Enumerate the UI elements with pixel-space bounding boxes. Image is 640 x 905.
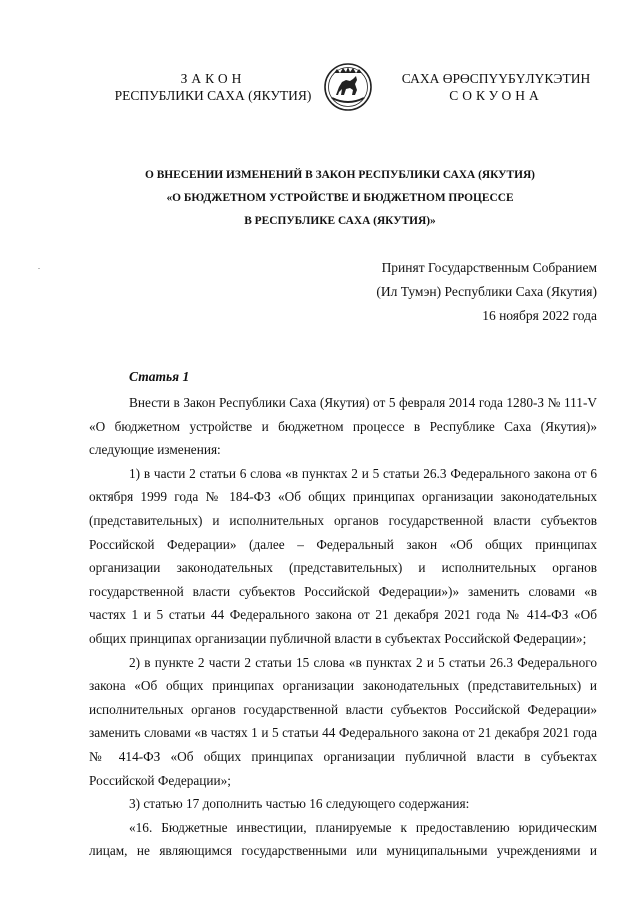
header-right	[396, 70, 596, 104]
coat-of-arms-icon	[322, 62, 374, 112]
paragraph-item-2: 2) в пункте 2 части 2 статьи 15 слова «в пунктах 2 и 5 статьи 26.3 Федерального закона «Об общих принципах организации законодательных (представительных) и исполнительных органов государственной власти субъектов Российской Федерации» заменить словами «в частях 1 и 5 статьи 44 Федерального закона от 21 декабря 2021 года № 414-ФЗ «Об общих принципах организации публичной власти в субъектах Российской Федерации»;	[89, 654, 597, 788]
header-left-line2: РЕСПУБЛИКИ САХА (ЯКУТИЯ)	[114, 88, 312, 103]
adopted-line-2: (Ил Тумэн) Республики Саха (Якутия)	[376, 284, 597, 299]
document-title	[60, 164, 620, 233]
header-right-line2: СОКУОНА	[449, 88, 543, 103]
title-line-2: «О БЮДЖЕТНОМ УСТРОЙСТВЕ И БЮДЖЕТНОМ ПРОЦЕССЕ	[166, 192, 514, 204]
header-right-line1: САХА ӨРӨСПҮҮБҮЛҮКЭТИН	[401, 71, 591, 86]
adoption-block	[340, 256, 597, 328]
scan-speck	[38, 268, 40, 269]
article-heading: Статья 1	[129, 369, 190, 384]
adopted-date: 16 ноября 2022 года	[482, 308, 597, 323]
paragraph-item-1: 1) в части 2 статьи 6 слова «в пунктах 2 и 5 статьи 26.3 Федерального закона от 6 октября 1999 года № 184-ФЗ «Об общих принципах организации законодательных (представительных) и исполнительных органов государственной власти субъектов Российской Федерации» (далее – Федеральный закон «Об общих принципах организации законодательных (представительных) и исполнительных органов государственной власти субъектов Российской Федерации»)» заменить словами «в частях 1 и 5 статьи 44 Федерального закона от 21 декабря 2021 года № 414-ФЗ «Об общих принципах организации публичной власти в субъектах Российской Федерации»;	[89, 465, 597, 646]
title-line-3: В РЕСПУБЛИКЕ САХА (ЯКУТИЯ)»	[244, 215, 436, 227]
paragraph-item-3: 3) статью 17 дополнить частью 16 следующего содержания:	[129, 796, 470, 812]
paragraph-quote-16: «16. Бюджетные инвестиции, планируемые к предоставлению юридическим лицам, не являющимся государственными или муниципальными учреждениями и	[89, 819, 597, 859]
header-left	[108, 70, 318, 104]
header-left-line1: ЗАКОН	[180, 71, 246, 86]
article-body	[89, 391, 597, 863]
paragraph-intro: Внести в Закон Республики Саха (Якутия) от 5 февраля 2014 года 1280-З № 111-V «О бюджетном устройстве и бюджетном процессе в Республике Саха (Якутия)» следующие изменения:	[89, 395, 597, 458]
title-line-1: О ВНЕСЕНИИ ИЗМЕНЕНИЙ В ЗАКОН РЕСПУБЛИКИ САХА (ЯКУТИЯ)	[145, 169, 535, 181]
adopted-line-1: Принят Государственным Собранием	[381, 260, 597, 275]
